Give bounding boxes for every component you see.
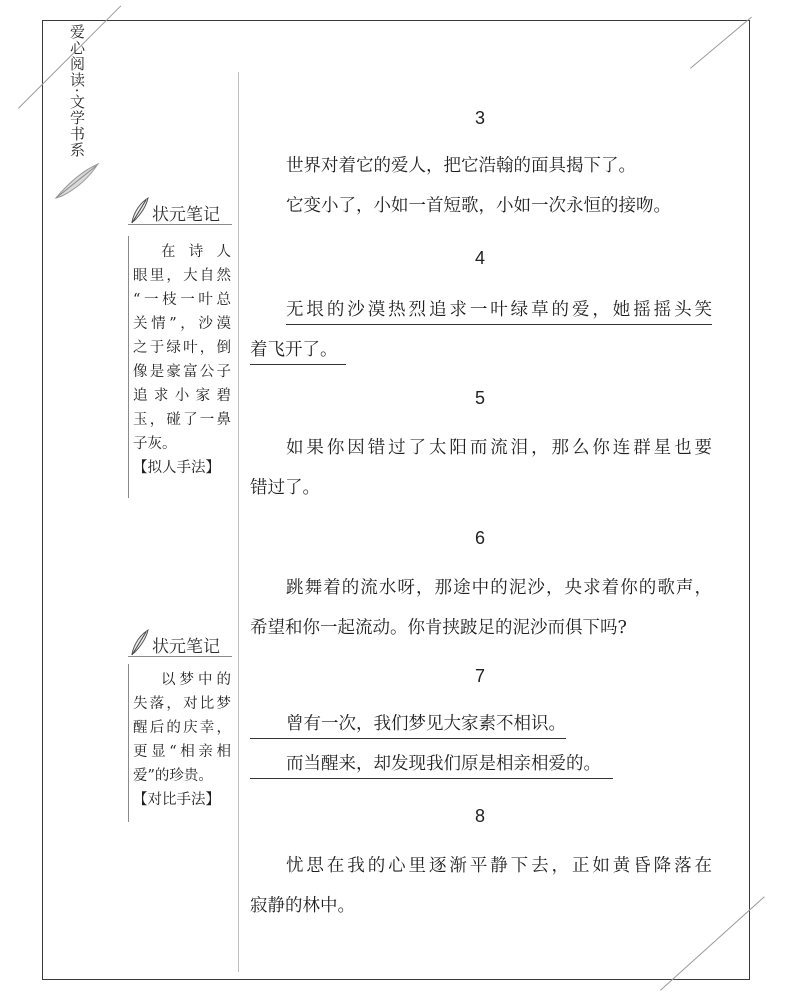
underlined-line: 着飞开了。 (250, 340, 346, 365)
series-title: 爱心阅读·文学书系 (68, 24, 86, 158)
text-line: 错过了。 (250, 478, 320, 498)
note-heading: 状元笔记 (128, 628, 232, 657)
section-number: 4 (474, 248, 485, 268)
note-line: 玉，碰了一鼻 (133, 412, 231, 428)
note-line: 失落，对比梦 (133, 696, 231, 712)
note-line: 之于绿叶，倒 (133, 340, 231, 356)
section-text (286, 146, 748, 226)
text-line: 世界对着它的爱人，把它浩翰的面具揭下了。 (286, 156, 636, 176)
note-line: 更显“相亲相 (133, 744, 231, 760)
section-text (250, 846, 712, 926)
section-number: 3 (474, 108, 485, 128)
note-box (128, 664, 232, 822)
note-line: 醒后的庆幸， (133, 720, 231, 736)
note-line: 追求小家碧 (133, 388, 231, 404)
text-line: 寂静的林中。 (250, 896, 355, 916)
text-line: 希望和你一起流动。你肯挟跛足的泥沙而俱下吗? (250, 618, 627, 638)
note-line: 子灰。 (133, 436, 177, 452)
text-line: 跳舞着的流水呀，那途中的泥沙，央求着你的歌声， (286, 578, 712, 598)
section-number: 5 (474, 388, 485, 408)
underlined-line: 而当醒来，却发现我们原是相亲相爱的。 (250, 754, 613, 779)
feather-icon (52, 160, 102, 202)
section-number: 7 (474, 666, 485, 686)
underlined-line: 曾有一次，我们梦见大家素不相识。 (250, 714, 566, 739)
note-heading: 状元笔记 (128, 196, 232, 225)
section-text (250, 568, 712, 648)
note-line: 爱”的珍贵。 (133, 768, 213, 784)
text-line: 如果你因错过了太阳而流泪，那么你连群星也要 (286, 438, 712, 458)
note-line: 像是豪富公子 (133, 364, 231, 380)
section-text (286, 704, 748, 784)
note-tag: 【对比手法】 (133, 792, 220, 808)
note-line: 在诗人 (161, 244, 231, 260)
note-tag: 【拟人手法】 (133, 460, 220, 476)
quill-icon (128, 628, 150, 656)
section-number: 6 (474, 528, 485, 548)
column-divider (238, 72, 239, 972)
underlined-line: 无垠的沙漠热烈追求一叶绿草的爱，她摇摇头笑 (286, 300, 712, 325)
text-line: 忧思在我的心里逐渐平静下去，正如黄昏降落在 (286, 856, 712, 876)
quill-icon (128, 196, 150, 224)
section-number: 8 (474, 806, 485, 826)
note-line: “一枝一叶总 (133, 292, 231, 308)
note-box (128, 236, 232, 498)
section-text (250, 428, 712, 508)
note-line: 关情”，沙漠 (133, 316, 231, 332)
note-line: 眼里，大自然 (133, 268, 231, 284)
text-line: 它变小了，小如一首短歌，小如一次永恒的接吻。 (286, 196, 671, 216)
note-line: 以梦中的 (161, 672, 231, 688)
section-text (250, 290, 712, 370)
